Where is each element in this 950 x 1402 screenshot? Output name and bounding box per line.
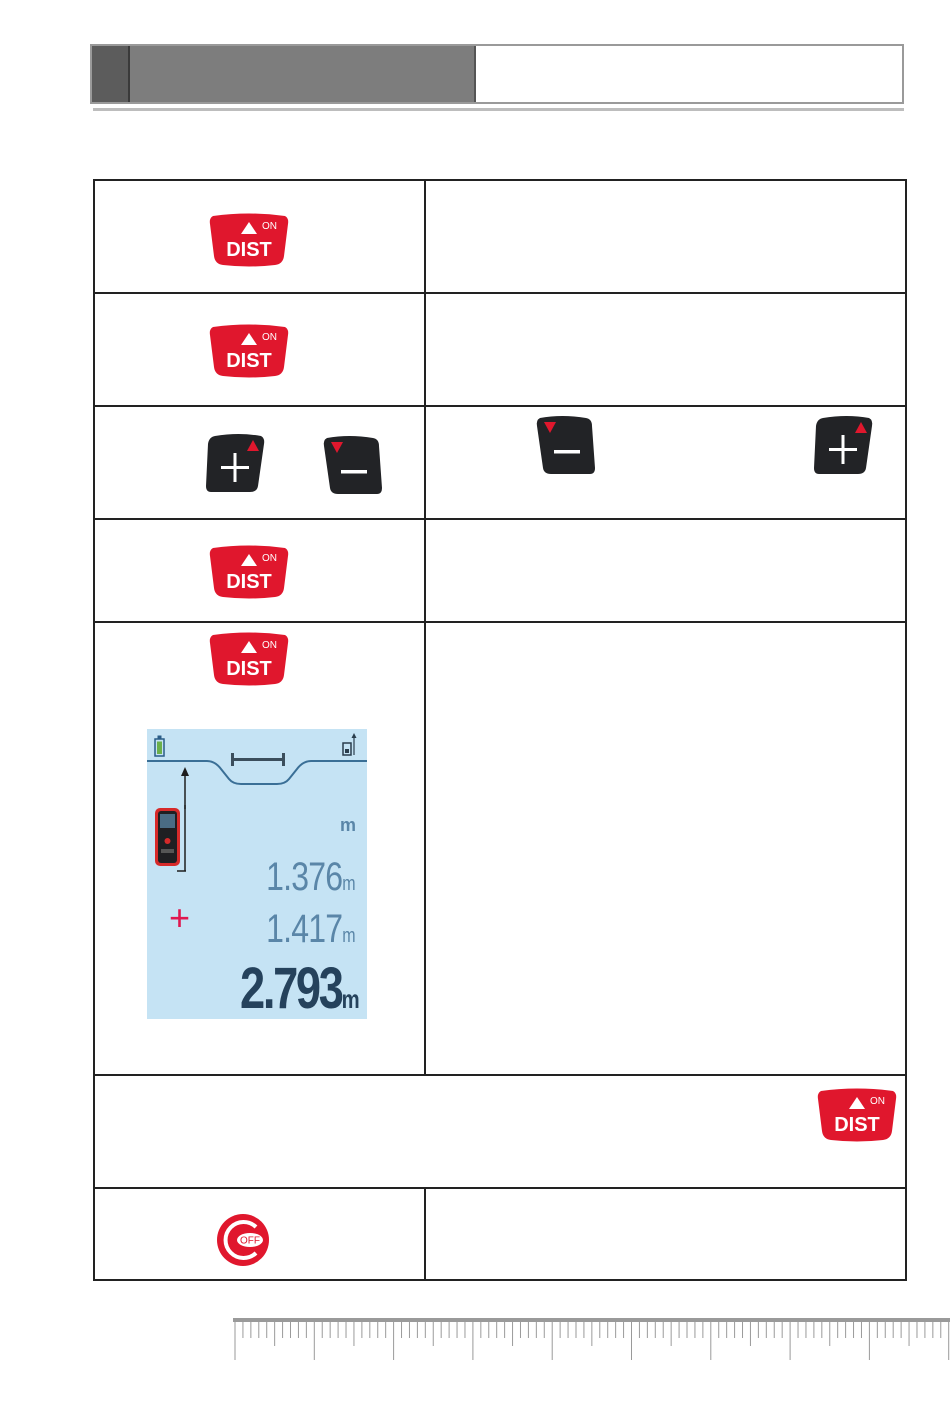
plus-button-icon	[205, 432, 265, 494]
table-row	[95, 294, 905, 407]
header-marker	[92, 46, 130, 102]
description-cell	[426, 181, 905, 292]
key-cell	[95, 1189, 426, 1279]
lcd-total: 2.793m	[239, 956, 357, 1021]
description-cell	[426, 294, 905, 405]
dist-button-icon	[209, 212, 289, 268]
instruction-table	[93, 179, 907, 1281]
table-row	[95, 520, 905, 623]
description-cell	[426, 407, 905, 518]
svg-text:ON: ON	[870, 1096, 885, 1107]
table-row	[95, 1076, 905, 1189]
table-row	[95, 181, 905, 294]
page-header	[90, 44, 904, 104]
svg-text:DIST: DIST	[834, 1114, 880, 1136]
reference-icon	[343, 733, 357, 755]
distance-mode-icon	[231, 753, 285, 766]
clear-off-button-icon	[215, 1212, 271, 1268]
header-title-bar	[130, 46, 476, 102]
minus-button-icon	[323, 434, 383, 496]
header-divider	[93, 108, 904, 111]
svg-text:DIST: DIST	[226, 571, 272, 593]
dist-button-icon	[209, 544, 289, 600]
svg-text:DIST: DIST	[226, 350, 272, 372]
svg-text:ON: ON	[262, 640, 277, 651]
page-ruler	[233, 1318, 950, 1362]
key-cell	[95, 407, 426, 518]
dist-button-icon	[817, 1087, 897, 1143]
lcd-status-bar	[147, 729, 367, 809]
lcd-measurement-2: 1.417m	[266, 907, 355, 951]
lcd-unit-label: m	[339, 815, 355, 835]
dist-button-icon	[209, 631, 289, 687]
key-cell	[95, 294, 426, 405]
svg-text:DIST: DIST	[226, 239, 272, 261]
svg-text:ON: ON	[262, 553, 277, 564]
dist-button-icon	[209, 323, 289, 379]
svg-text:DIST: DIST	[226, 658, 272, 680]
key-cell	[95, 181, 426, 292]
battery-icon	[155, 736, 164, 757]
key-cell	[95, 520, 426, 621]
table-row	[95, 407, 905, 520]
plus-button-icon	[813, 414, 873, 476]
description-cell	[426, 1189, 905, 1279]
svg-text:OFF: OFF	[240, 1235, 260, 1247]
lcd-measurement-1: 1.376m	[266, 855, 355, 899]
description-cell	[426, 520, 905, 621]
table-row	[95, 1189, 905, 1279]
lcd-add-operator: +	[169, 897, 191, 938]
description-cell	[426, 623, 905, 1074]
table-row	[95, 623, 905, 1076]
key-cell	[95, 623, 426, 1074]
svg-text:ON: ON	[262, 221, 277, 232]
lcd-display	[147, 729, 367, 1019]
svg-text:ON: ON	[262, 332, 277, 343]
minus-button-icon	[536, 414, 596, 476]
device-icon	[147, 805, 197, 875]
